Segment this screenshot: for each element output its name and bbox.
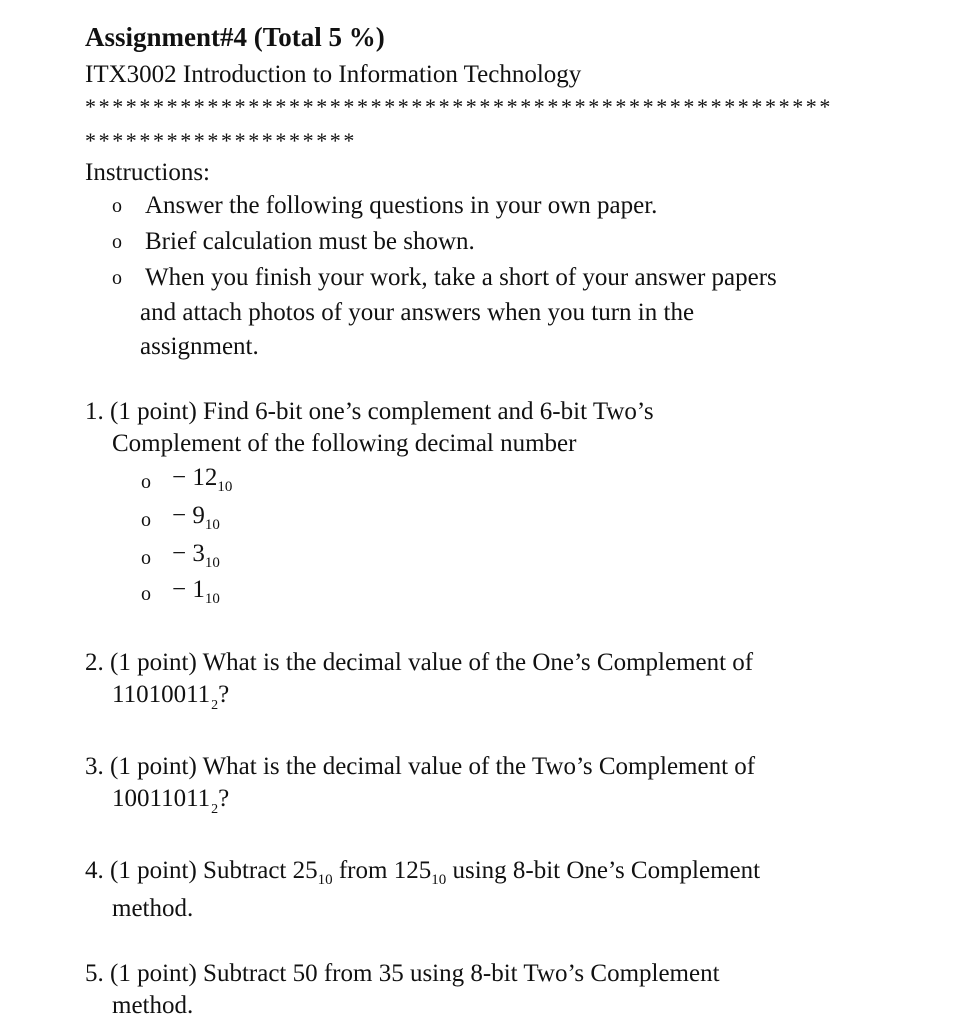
bullet-icon: o xyxy=(141,547,151,569)
q1-item-2-base: 10 xyxy=(204,517,220,533)
q1-item-2 xyxy=(172,501,220,534)
q1-item-3-value: − 3 xyxy=(172,540,205,567)
q1-item-1-base: 10 xyxy=(217,479,233,495)
separator-line-2: ******************** xyxy=(85,128,357,153)
instruction-item-3-line2: and attach photos of your answers when you turn in the xyxy=(140,299,695,326)
instruction-item-1: Answer the following questions in your own paper. xyxy=(145,192,658,219)
bullet-icon: o xyxy=(141,471,151,493)
q4-part2: from 125 xyxy=(332,857,432,884)
q1-item-1 xyxy=(172,463,232,496)
question-2-line2 xyxy=(112,680,229,714)
q1-item-1-value: − 12 xyxy=(172,464,218,491)
instructions-heading: Instructions: xyxy=(85,159,210,186)
instruction-item-3-line1: When you finish your work, take a short of your answer papers xyxy=(145,264,777,291)
question-1-line1: 1. (1 point) Find 6-bit one’s complement and 6-bit Two’s xyxy=(85,398,654,425)
q3-binary-value: 10011011 xyxy=(112,785,211,812)
question-3-line2 xyxy=(112,784,229,818)
question-1-line2: Complement of the following decimal number xyxy=(112,430,577,457)
q1-item-4-value: − 1 xyxy=(172,576,205,603)
course-title: ITX3002 Introduction to Information Technology xyxy=(85,61,582,88)
q2-base: 2 xyxy=(211,698,219,713)
q1-item-4 xyxy=(172,575,220,608)
bullet-icon: o xyxy=(112,267,122,289)
question-5-line2: method. xyxy=(112,992,194,1019)
q3-base: 2 xyxy=(211,802,219,817)
assignment-title: Assignment#4 (Total 5 %) xyxy=(85,22,385,52)
q3-suffix: ? xyxy=(218,785,230,812)
bullet-icon: o xyxy=(112,231,122,253)
question-2-line1: 2. (1 point) What is the decimal value of the One’s Complement of xyxy=(85,649,754,676)
question-3-line1: 3. (1 point) What is the decimal value of the Two’s Complement of xyxy=(85,753,756,780)
separator-line-1: ******************************************************* xyxy=(85,94,833,119)
question-4-line2: method. xyxy=(112,895,194,922)
q2-suffix: ? xyxy=(218,681,230,708)
q1-item-3 xyxy=(172,539,220,572)
bullet-icon: o xyxy=(112,195,122,217)
instruction-item-3-line3: assignment. xyxy=(140,333,259,360)
question-4-line1 xyxy=(85,856,760,889)
question-5-line1: 5. (1 point) Subtract 50 from 35 using 8-bit Two’s Complement xyxy=(85,960,720,987)
q4-part1: 4. (1 point) Subtract 25 xyxy=(85,857,318,884)
bullet-icon: o xyxy=(141,509,151,531)
bullet-icon: o xyxy=(141,583,151,605)
q2-binary-value: 11010011 xyxy=(112,681,211,708)
q1-item-4-base: 10 xyxy=(204,591,220,607)
q1-item-2-value: − 9 xyxy=(172,502,205,529)
q1-item-3-base: 10 xyxy=(204,555,220,571)
q4-base2: 10 xyxy=(431,872,447,888)
instruction-item-2: Brief calculation must be shown. xyxy=(145,228,475,255)
q4-part3: using 8-bit One’s Complement xyxy=(446,857,761,884)
q4-base1: 10 xyxy=(317,872,333,888)
